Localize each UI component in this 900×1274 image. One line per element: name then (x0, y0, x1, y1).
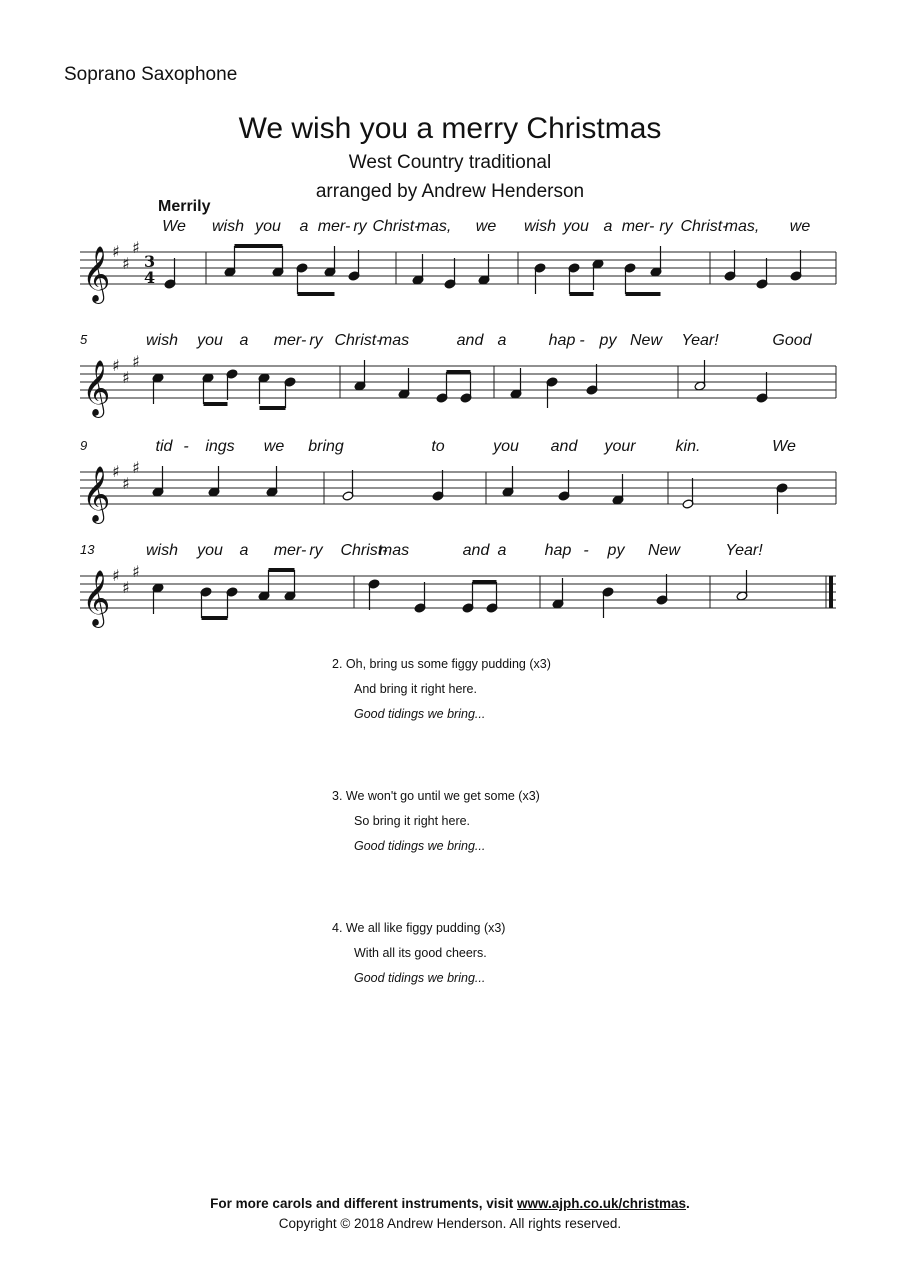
lyric-syllable: mer- (273, 332, 307, 349)
lyric-syllable: bring (308, 438, 344, 455)
lyric-syllable: mer- (273, 542, 307, 559)
time-signature-top: 3 (144, 252, 156, 271)
lyric-syllable: ry (309, 332, 323, 349)
lyric-syllable: ings (205, 438, 235, 455)
lyric-syllable: ry (659, 218, 673, 235)
page-title: We wish you a merry Christmas (238, 112, 662, 145)
sharp-icon: ♯ (122, 368, 130, 387)
lyric-syllable: mer- (621, 218, 655, 235)
composer-credit: West Country traditional (348, 152, 552, 173)
lyric-syllable: mas, (416, 218, 452, 235)
more-prefix: For more carols and different instruments, visit (210, 1196, 517, 1211)
final-barline-thick (829, 576, 833, 608)
lyric-syllable: Year! (725, 542, 763, 559)
verse-line: And bring it right here. (354, 682, 477, 696)
page-footer (0, 1194, 900, 1234)
treble-clef-icon: 𝄞 (82, 246, 111, 302)
arranger-credit: arranged by Andrew Henderson (315, 181, 585, 202)
lyric-syllable: your (604, 438, 636, 455)
lyric-syllable: - (583, 542, 589, 559)
treble-clef-icon: 𝄞 (82, 360, 111, 416)
lyric-syllable: We (162, 218, 186, 235)
measure-number: 13 (80, 542, 95, 557)
lyric-syllable: We (772, 438, 796, 455)
verse-refrain: Good tidings we bring... (354, 707, 486, 721)
lyric-syllable: a (239, 542, 249, 559)
lyric-syllable: we (475, 218, 497, 235)
lyric-syllable: wish (145, 542, 179, 559)
lyric-syllable: and (462, 542, 490, 559)
lyric-syllable: wish (211, 218, 245, 235)
treble-clef-icon: 𝄞 (82, 570, 111, 626)
more-suffix: . (686, 1196, 690, 1211)
lyric-syllable: Christ- (372, 218, 420, 235)
sharp-icon: ♯ (122, 474, 130, 493)
lyric-syllable: a (239, 332, 249, 349)
lyric-syllable: mer- (317, 218, 351, 235)
lyric-syllable: Year! (681, 332, 719, 349)
lyric-syllable: you (197, 542, 223, 559)
staff-system-4 (78, 536, 840, 636)
staff-system-2 (78, 326, 840, 426)
instrument-label: Soprano Saxophone (64, 64, 238, 85)
lyric-syllable: a (299, 218, 309, 235)
sharp-icon: ♯ (132, 562, 140, 581)
lyric-syllable: mas, (724, 218, 760, 235)
measure-number: 9 (80, 438, 88, 453)
lyric-syllable: you (197, 332, 223, 349)
sharp-icon: ♯ (112, 356, 120, 375)
lyric-syllable: a (603, 218, 613, 235)
lyric-syllable: hap (544, 542, 572, 559)
verse-2 (332, 652, 551, 727)
verse-refrain: Good tidings we bring... (354, 839, 486, 853)
more-carols-note (0, 1194, 900, 1214)
lyric-syllable: Good (772, 332, 812, 349)
lyric-syllable: you (255, 218, 281, 235)
lyric-syllable: - (579, 332, 585, 349)
time-signature-bottom: 4 (144, 268, 156, 287)
verse-refrain: Good tidings we bring... (354, 971, 486, 985)
lyric-syllable: we (263, 438, 285, 455)
christmas-link[interactable]: www.ajph.co.uk/christmas (517, 1196, 687, 1211)
verse-line: With all its good cheers. (354, 946, 487, 960)
sharp-icon: ♯ (132, 458, 140, 477)
lyric-syllable: tid (155, 438, 173, 455)
lyric-syllable: hap (548, 332, 576, 349)
verse-line: So bring it right here. (354, 814, 471, 828)
lyric-syllable: New (629, 332, 663, 349)
staff-system-3 (78, 432, 840, 532)
lyric-syllable: kin. (675, 438, 701, 455)
measure-number: 5 (80, 332, 88, 347)
lyric-syllable: wish (523, 218, 557, 235)
lyric-syllable: py (599, 332, 617, 349)
sharp-icon: ♯ (122, 578, 130, 597)
lyric-syllable: Christ- (340, 542, 388, 559)
verse-3 (332, 784, 551, 859)
treble-clef-icon: 𝄞 (82, 466, 111, 522)
verse-line: 2. Oh, bring us some figgy pudding (x3) (332, 657, 551, 671)
lyric-syllable: Christ- (680, 218, 728, 235)
lyric-syllable: Christ- (334, 332, 382, 349)
lyric-syllable: New (647, 542, 681, 559)
lyric-syllable: py (607, 542, 625, 559)
extra-verses (332, 652, 551, 1048)
sharp-icon: ♯ (132, 352, 140, 371)
lyric-syllable: mas (378, 542, 410, 559)
verse-4 (332, 916, 551, 991)
lyric-syllable: wish (145, 332, 179, 349)
copyright-notice: Copyright © 2018 Andrew Henderson. All rights reserved. (278, 1216, 622, 1231)
lyric-syllable: we (789, 218, 811, 235)
lyric-syllable: to (431, 438, 445, 455)
lyric-syllable: and (550, 438, 578, 455)
staff-system-1 (78, 212, 840, 312)
lyric-syllable: - (183, 438, 189, 455)
sharp-icon: ♯ (112, 462, 120, 481)
lyric-syllable: and (456, 332, 484, 349)
tempo-marking: Merrily (158, 198, 211, 215)
staff-3-graphics (78, 432, 840, 532)
sharp-icon: ♯ (132, 238, 140, 257)
verse-line: 4. We all like figgy pudding (x3) (332, 921, 506, 935)
verse-line: 3. We won't go until we get some (x3) (332, 789, 540, 803)
sharp-icon: ♯ (112, 242, 120, 261)
lyric-syllable: mas (378, 332, 410, 349)
lyric-syllable: ry (309, 542, 323, 559)
lyric-syllable: you (493, 438, 519, 455)
lyric-syllable: a (497, 332, 507, 349)
lyric-syllable: ry (353, 218, 367, 235)
sharp-icon: ♯ (122, 254, 130, 273)
sharp-icon: ♯ (112, 566, 120, 585)
lyric-syllable: a (497, 542, 507, 559)
lyric-syllable: you (563, 218, 589, 235)
